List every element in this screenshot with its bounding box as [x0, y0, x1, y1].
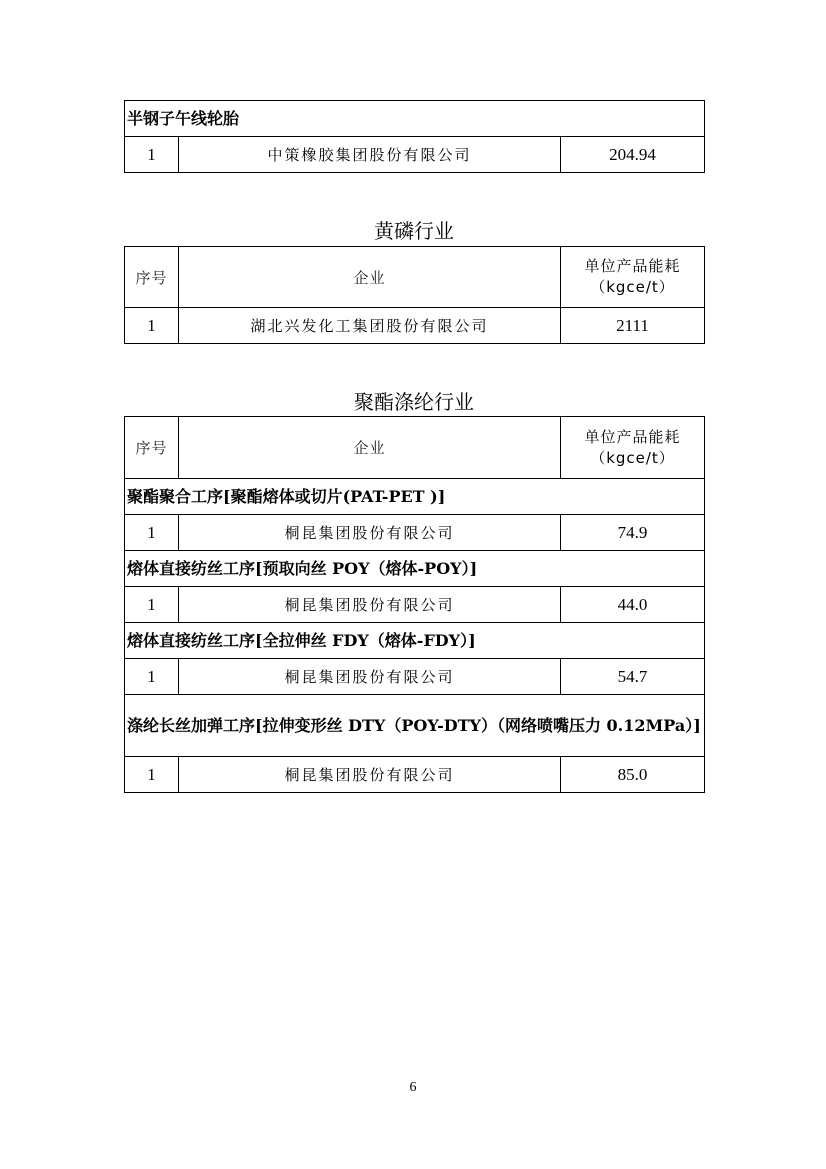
energy-value: 54.7	[561, 659, 705, 695]
header-row	[125, 417, 705, 479]
header-no: 序号	[125, 417, 179, 479]
energy-value: 44.0	[561, 587, 705, 623]
section-title-polyester: 聚酯涤纶行业	[354, 390, 474, 414]
company-name: 桐昆集团股份有限公司	[179, 515, 561, 551]
energy-value: 204.94	[561, 137, 705, 173]
section-header-fdy: 熔体直接纺丝工序[全拉伸丝 FDY（熔体-FDY）]	[125, 623, 705, 659]
header-no: 序号	[125, 247, 179, 308]
section-header-dty: 涤纶长丝加弹工序[拉伸变形丝 DTY（POY-DTY）（网络喷嘴压力 0.12MPa）]	[125, 695, 705, 757]
company-name: 中策橡胶集团股份有限公司	[179, 137, 561, 173]
table-row	[125, 515, 705, 551]
row-number: 1	[125, 659, 179, 695]
row-number: 1	[125, 587, 179, 623]
energy-value: 74.9	[561, 515, 705, 551]
header-unit-line2: （kgce/t）	[590, 448, 675, 467]
section-title-yellow-phosphorus: 黄磷行业	[374, 219, 454, 243]
company-name: 桐昆集团股份有限公司	[179, 757, 561, 793]
company-name: 桐昆集团股份有限公司	[179, 659, 561, 695]
header-unit-line1: 单位产品能耗	[584, 257, 681, 275]
tire-table	[124, 100, 705, 173]
polyester-table	[124, 416, 705, 793]
table-row	[125, 137, 705, 173]
header-company: 企业	[179, 417, 561, 479]
header-unit	[561, 417, 705, 479]
header-company: 企业	[179, 247, 561, 308]
energy-value: 2111	[561, 308, 705, 344]
yellow-phosphorus-table	[124, 246, 705, 344]
company-name: 桐昆集团股份有限公司	[179, 587, 561, 623]
section-header-tire: 半钢子午线轮胎	[125, 101, 705, 137]
row-number: 1	[125, 137, 179, 173]
section-header-poy: 熔体直接纺丝工序[预取向丝 POY（熔体-POY）]	[125, 551, 705, 587]
table-row	[125, 587, 705, 623]
row-number: 1	[125, 308, 179, 344]
table-row	[125, 659, 705, 695]
table-row	[125, 308, 705, 344]
energy-value: 85.0	[561, 757, 705, 793]
section-header-polymerization: 聚酯聚合工序[聚酯熔体或切片(PAT-PET )]	[125, 479, 705, 515]
row-number: 1	[125, 515, 179, 551]
header-unit-line2: （kgce/t）	[590, 278, 675, 296]
table-row	[125, 757, 705, 793]
row-number: 1	[125, 757, 179, 793]
header-unit-line1: 单位产品能耗	[584, 427, 681, 446]
page-number: 6	[409, 1080, 417, 1095]
header-row	[125, 247, 705, 308]
company-name: 湖北兴发化工集团股份有限公司	[179, 308, 561, 344]
header-unit	[561, 247, 705, 308]
